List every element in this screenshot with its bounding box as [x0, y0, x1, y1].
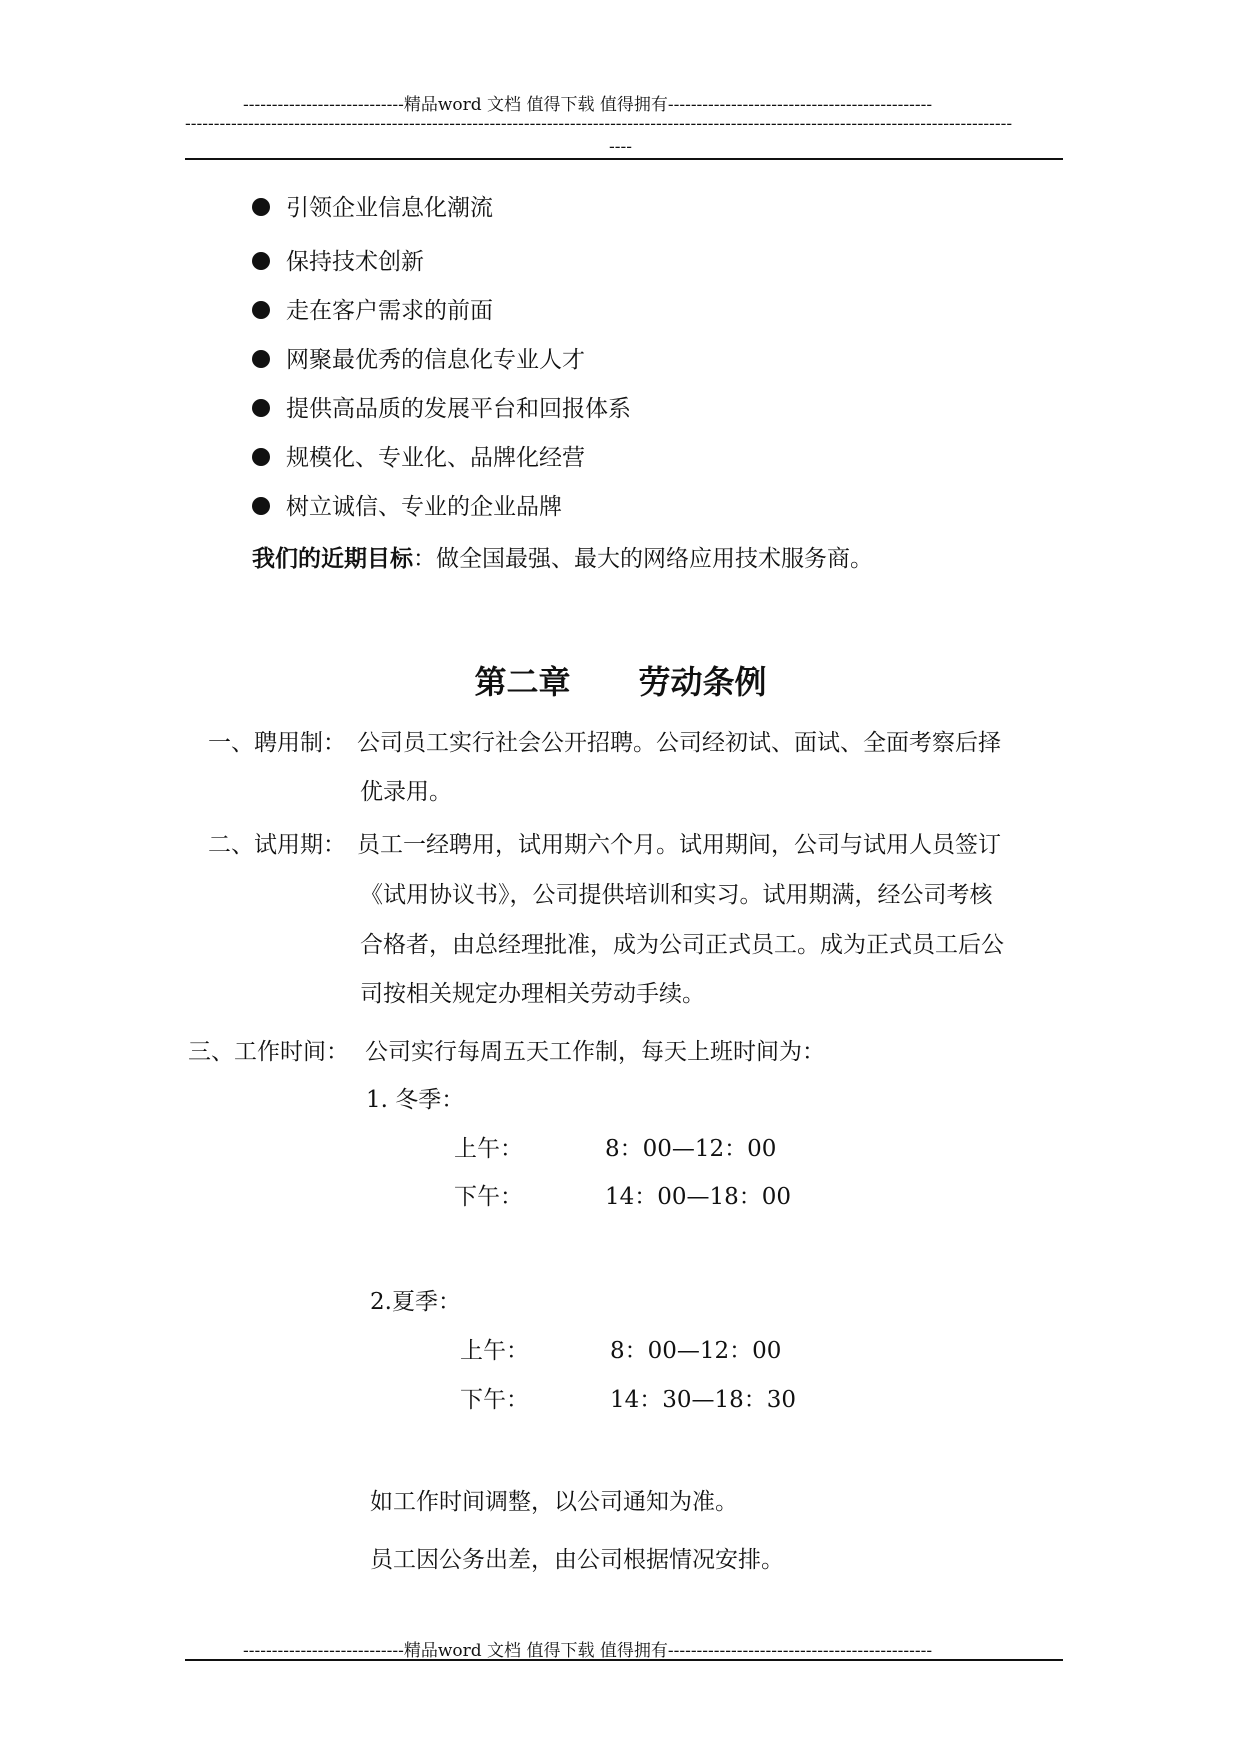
- bullet-item: 规模化、专业化、品牌化经营: [252, 443, 585, 473]
- section-text: 员工一经聘用，试用期六个月。试用期间，公司与试用人员签订: [357, 832, 1001, 858]
- section-text: 优录用。: [360, 779, 452, 805]
- bullet-item: 保持技术创新: [252, 247, 424, 277]
- footer-rule: [185, 1659, 1063, 1661]
- goal-line: [252, 544, 873, 574]
- summer-am-time: 8：00—12：00: [610, 1338, 782, 1364]
- bullet-dot-icon: [252, 198, 270, 216]
- bullet-dot-icon: [252, 448, 270, 466]
- winter-pm-time: 14：00—18：00: [605, 1184, 792, 1210]
- footer-line: ----------------------------精品word 文档 值得下载 值得拥有----------------------------------------------: [243, 1641, 933, 1661]
- summer-pm-time: 14：30—18：30: [610, 1387, 797, 1413]
- note-text: 如工作时间调整，以公司通知为准。: [370, 1489, 738, 1515]
- chapter-title: [0, 657, 1241, 703]
- section-heading: 二、试用期：: [208, 832, 346, 858]
- bullet-item: 网聚最优秀的信息化专业人才: [252, 345, 585, 375]
- section-text: 公司实行每周五天工作制，每天上班时间为：: [365, 1039, 825, 1065]
- header-rule: [185, 158, 1063, 160]
- chapter-name: 劳动条例: [638, 663, 767, 701]
- bullet-dot-icon: [252, 252, 270, 270]
- header-line-2: ------------------------------------------------------------------------------------------------------------------------------------------------: [185, 114, 1013, 134]
- winter-am-label: 上午：: [454, 1136, 523, 1162]
- summer-label: 2.夏季：: [370, 1289, 461, 1315]
- winter-pm-label: 下午：: [454, 1184, 523, 1210]
- section-text: 《试用协议书》，公司提供培训和实习。试用期满，经公司考核: [360, 882, 993, 908]
- section-text: 司按相关规定办理相关劳动手续。: [360, 981, 705, 1007]
- section-heading: 一、聘用制：: [208, 730, 346, 756]
- goal-text: ：做全国最强、最大的网络应用技术服务商。: [413, 546, 873, 572]
- winter-label: 1. 冬季：: [366, 1087, 465, 1113]
- bullet-dot-icon: [252, 301, 270, 319]
- section-heading: 三、工作时间：: [188, 1039, 349, 1065]
- bullet-item: 提供高品质的发展平台和回报体系: [252, 394, 631, 424]
- bullet-item: 走在客户需求的前面: [252, 296, 493, 326]
- header-line-1: ----------------------------精品word 文档 值得下载 值得拥有----------------------------------------------: [243, 95, 933, 115]
- bullet-item: 树立诚信、专业的企业品牌: [252, 492, 562, 522]
- summer-pm-label: 下午：: [460, 1387, 529, 1413]
- bullet-dot-icon: [252, 350, 270, 368]
- bullet-dot-icon: [252, 497, 270, 515]
- header-line-3: ----: [609, 137, 632, 157]
- section-text: 公司员工实行社会公开招聘。公司经初试、面试、全面考察后择: [357, 730, 1001, 756]
- note-text: 员工因公务出差，由公司根据情况安排。: [370, 1547, 784, 1573]
- summer-am-label: 上午：: [460, 1338, 529, 1364]
- winter-am-time: 8：00—12：00: [605, 1136, 777, 1162]
- chapter-number: 第二章: [474, 663, 571, 701]
- bullet-dot-icon: [252, 399, 270, 417]
- goal-label: 我们的近期目标: [252, 545, 413, 572]
- bullet-item: 引领企业信息化潮流: [252, 193, 493, 223]
- section-text: 合格者，由总经理批准，成为公司正式员工。成为正式员工后公: [360, 932, 1004, 958]
